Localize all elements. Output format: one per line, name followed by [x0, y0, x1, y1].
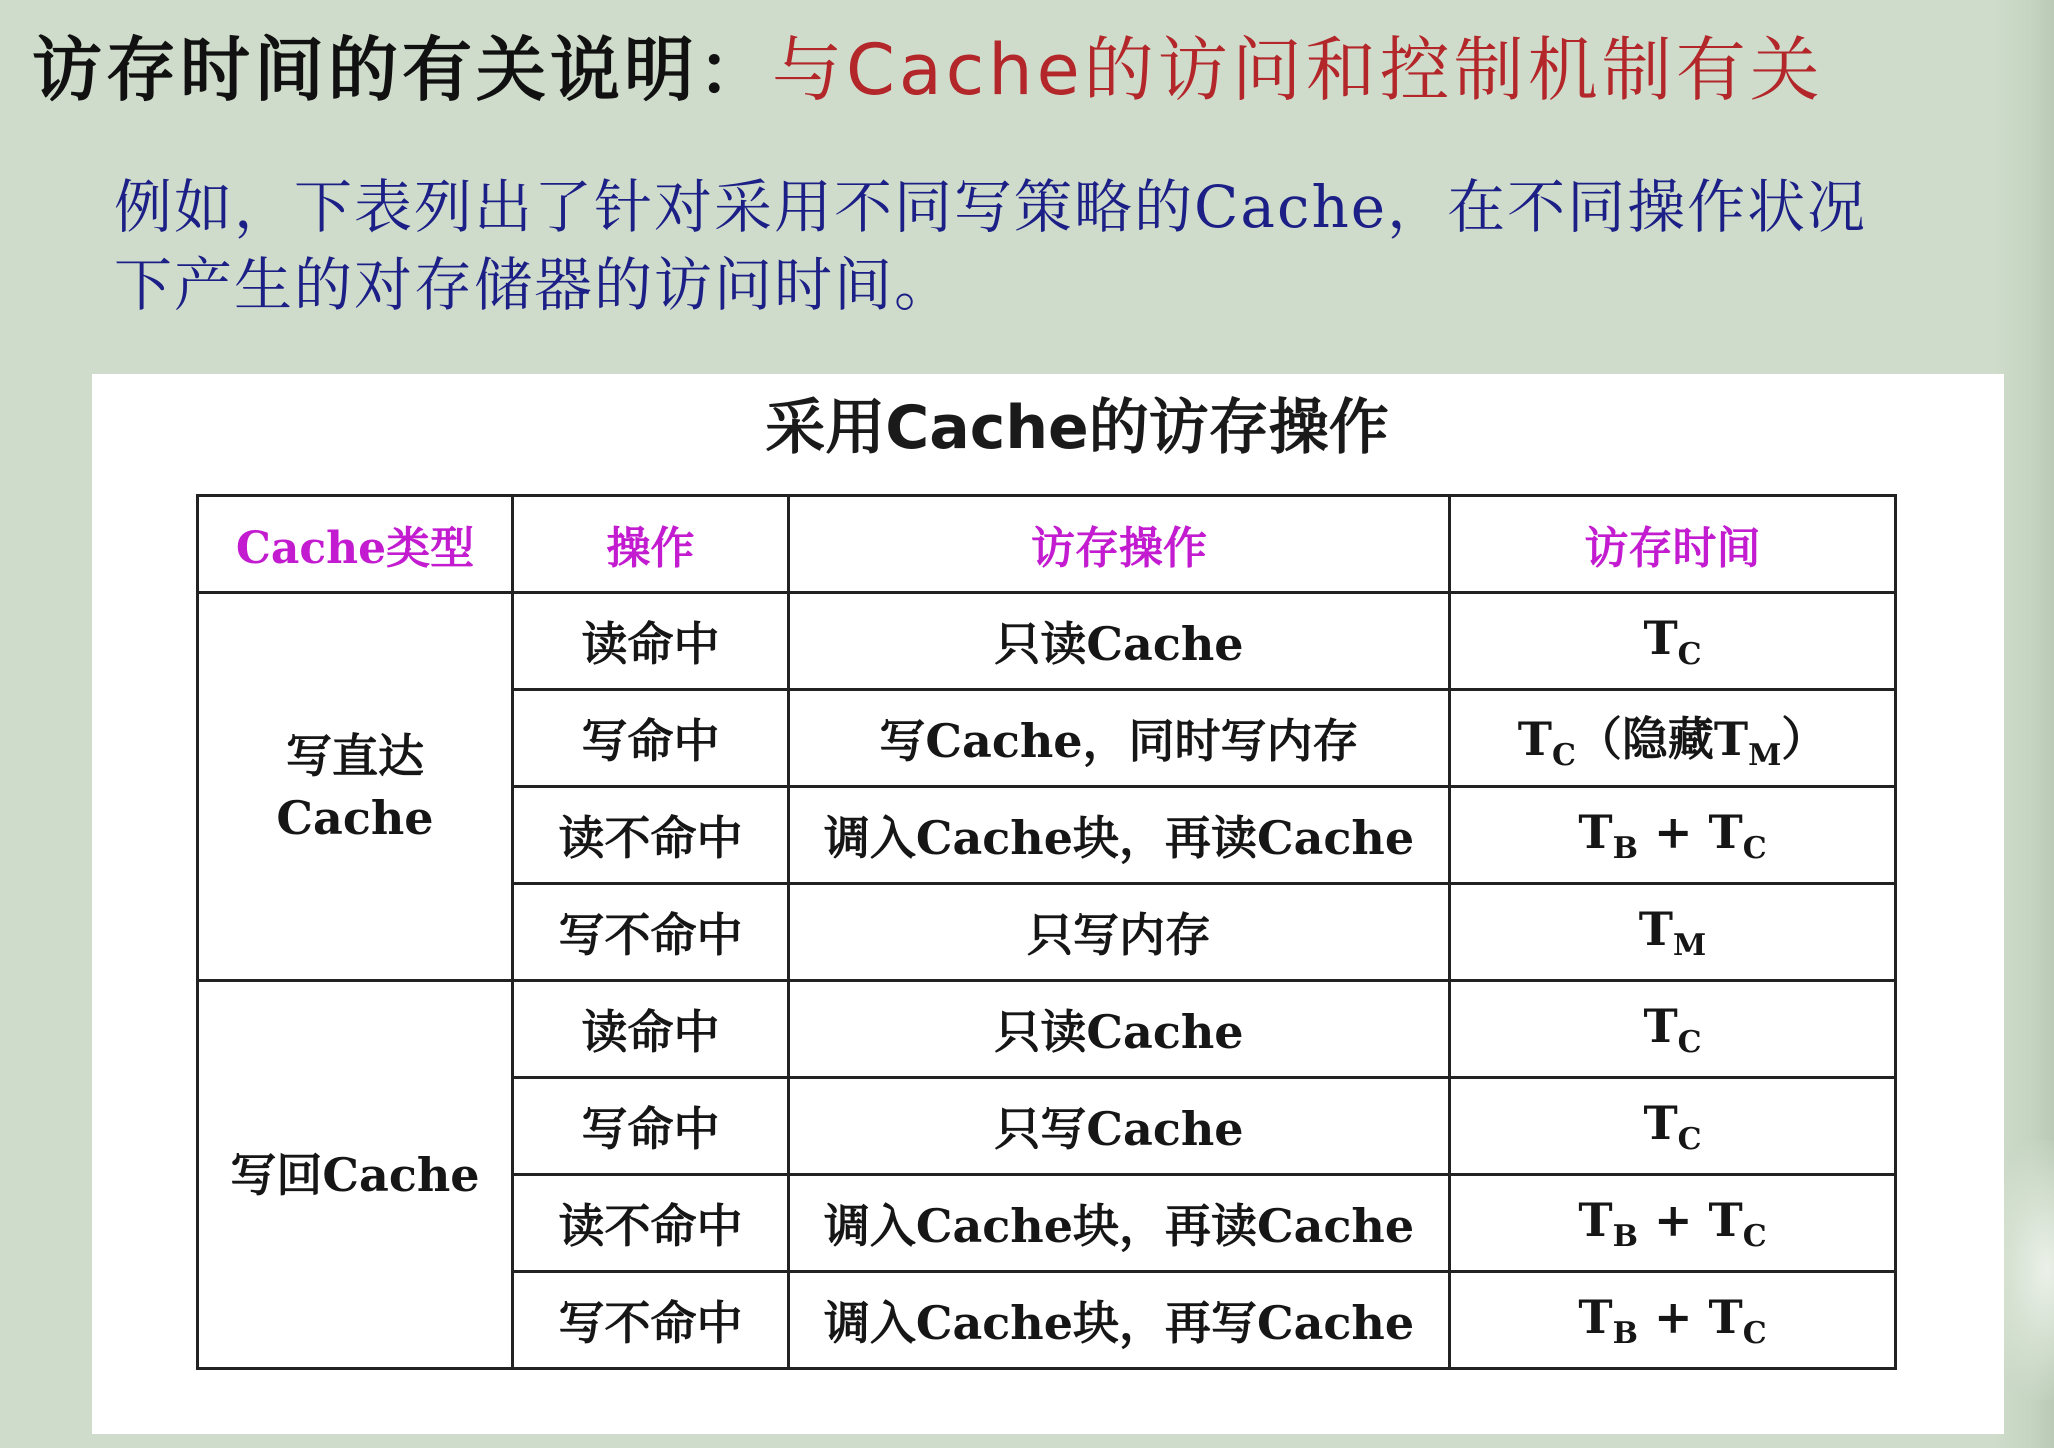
access-operation-cell: 调入Cache块，再读Cache: [789, 787, 1450, 884]
access-operation-cell: 只写Cache: [789, 1078, 1450, 1175]
access-time-cell: $T_M$: [1450, 884, 1896, 981]
access-time-cell: $T_C$: [1450, 593, 1896, 690]
access-operation-cell: 调入Cache块，再写Cache: [789, 1272, 1450, 1369]
table-header-row: [198, 496, 1896, 593]
access-operation-cell: 只读Cache: [789, 593, 1450, 690]
operation-cell: 读命中: [513, 981, 789, 1078]
cache-type-cell: [198, 593, 513, 981]
intro-line: 例如，下表列出了针对采用不同写策略的Cache，在不同操作状况: [114, 173, 1868, 241]
intro-paragraph: [114, 168, 2014, 324]
heading-highlight-text: 与Cache的访问和控制机制有关: [772, 29, 1824, 111]
access-operation-cell: 写Cache，同时写内存: [789, 690, 1450, 787]
access-operation-cell: 只写内存: [789, 884, 1450, 981]
operation-cell: 读命中: [513, 593, 789, 690]
slide-heading: [32, 22, 1824, 118]
access-operation-cell: 只读Cache: [789, 981, 1450, 1078]
access-time-cell: $T_B + T_C$: [1450, 787, 1896, 884]
operation-cell: 写命中: [513, 690, 789, 787]
operation-cell: 读不命中: [513, 787, 789, 884]
operation-cell: 读不命中: [513, 1175, 789, 1272]
access-time-cell: $T_C$（隐藏$T_M$）: [1450, 690, 1896, 787]
table-title: 采用Cache的访存操作: [765, 393, 1389, 463]
access-time-cell: $T_B + T_C$: [1450, 1272, 1896, 1369]
operation-cell: 写命中: [513, 1078, 789, 1175]
table-panel: [92, 374, 2004, 1434]
table-row: [198, 981, 1896, 1078]
access-time-cell: $T_C$: [1450, 1078, 1896, 1175]
column-header: 访存时间: [1450, 496, 1896, 593]
column-header: 操作: [513, 496, 789, 593]
operation-cell: 写不命中: [513, 1272, 789, 1369]
access-time-cell: $T_B + T_C$: [1450, 1175, 1896, 1272]
operation-cell: 写不命中: [513, 884, 789, 981]
cache-type-line: 写直达: [286, 728, 424, 783]
column-header: Cache类型: [198, 496, 513, 593]
access-time-cell: $T_C$: [1450, 981, 1896, 1078]
access-operation-cell: 调入Cache块，再读Cache: [789, 1175, 1450, 1272]
cache-type-line: Cache: [276, 790, 434, 845]
access-time-table: [196, 494, 1897, 1370]
cache-type-cell: [198, 981, 513, 1369]
cache-type-line: 写回Cache: [230, 1147, 480, 1202]
table-row: [198, 593, 1896, 690]
heading-main-text: 访存时间的有关说明：: [32, 28, 772, 111]
column-header: 访存操作: [789, 496, 1450, 593]
intro-line: 下产生的对存储器的访问时间。: [114, 251, 955, 319]
